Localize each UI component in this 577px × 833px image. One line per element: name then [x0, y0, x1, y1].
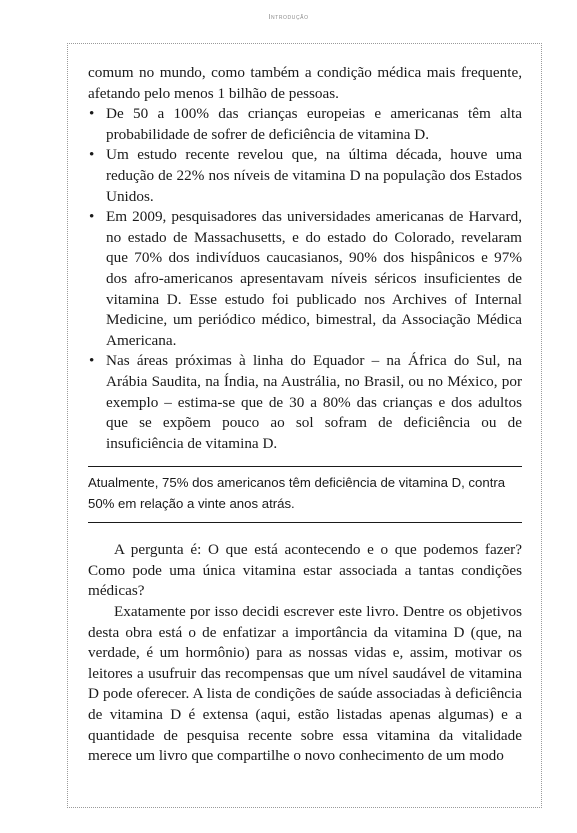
bullet-text: Um estudo recente revelou que, na última década, houve uma redução de 22% nos níveis de vitamina D na população dos Estados Unidos.	[106, 146, 522, 205]
bullet-item	[88, 145, 522, 207]
bullet-list	[88, 104, 522, 454]
bullet-text: Nas áreas próximas à linha do Equador – na África do Sul, na Arábia Saudita, na Índia, na Austrália, no Brasil, ou no México, por exemplo – estima-se que de 30 a 80% das crianças e dos adultos que se expõem pouco ao sol sofram de deficiência ou de insuficiência de vitamina D.	[106, 352, 522, 452]
bullet-item	[88, 104, 522, 145]
running-head: Introdução	[268, 14, 309, 21]
callout-text: Atualmente, 75% dos americanos têm deficiência de vitamina D, contra 50% em relação a vinte anos atrás.	[88, 475, 506, 512]
paragraph: A pergunta é: O que está acontecendo e o que podemos fazer? Como pode uma única vitamina estar associada a tantas condições médicas?	[88, 541, 522, 600]
bullet-item	[88, 207, 522, 351]
bullet-icon: •	[89, 146, 95, 164]
bullet-icon: •	[89, 105, 95, 123]
bullet-text: De 50 a 100% das crianças europeias e americanas têm alta probabilidade de sofrer de deficiência de vitamina D.	[106, 105, 522, 143]
bullet-icon: •	[89, 352, 95, 370]
intro-continuation: comum no mundo, como também a condição médica mais frequente, afetando pelo menos 1 bilhão de pessoas.	[88, 64, 522, 102]
bullet-text: Em 2009, pesquisadores das universidades americanas de Harvard, no estado de Massachusetts, e do estado do Colorado, revelaram que 70% dos indivíduos caucasianos, 90% dos hispânicos e 97% dos afro-americanos apresentavam níveis séricos insuficientes de vitamina D. Esse estudo foi publicado nos Archives of Internal Medicine, um periódico médico, bimestral, da Associação Médica Americana.	[106, 208, 522, 349]
page-content	[88, 63, 522, 767]
paragraph: Exatamente por isso decidi escrever este livro. Dentre os objetivos desta obra está o de enfatizar a importância da vitamina D (que, na verdade, é um hormônio) para as nossas vidas e, assim, motivar os leitores a usufruir das recompensas que um nível saudável de vitamina D pode oferecer. A lista de condições de saúde associadas à deficiência de vitamina D é extensa (aqui, estão listadas apenas algumas) e a quantidade de pesquisa recente sobre essa vitamina da vitalidade merece um livro que compartilhe o novo conhecimento de um modo	[88, 603, 522, 765]
body-text	[88, 540, 522, 767]
highlight-callout	[88, 466, 522, 523]
bullet-item	[88, 351, 522, 454]
bullet-icon: •	[89, 208, 95, 226]
